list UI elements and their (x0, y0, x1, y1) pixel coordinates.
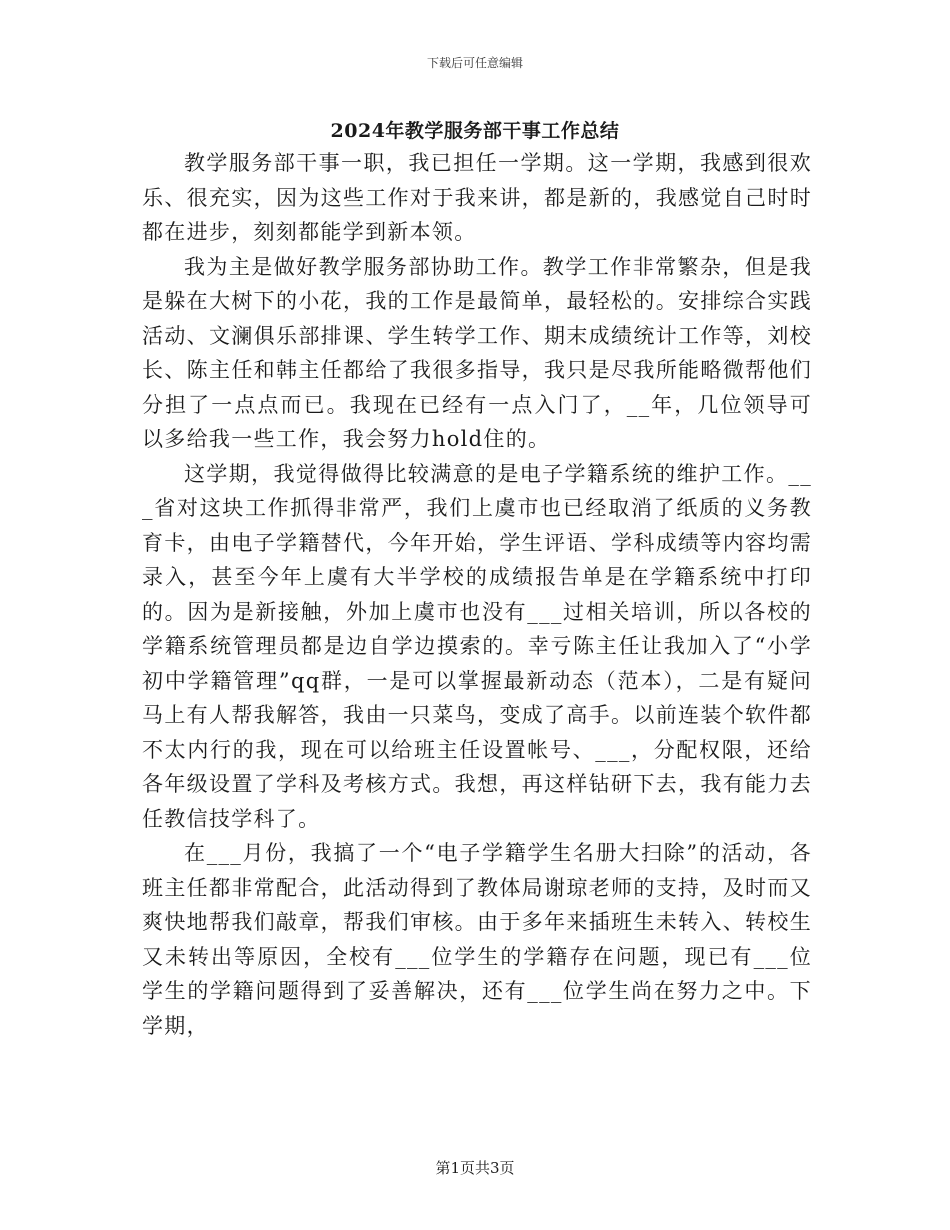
paragraph-3: 这学期，我觉得做得比较满意的是电子学籍系统的维护工作。___省对这块工作抓得非常严，我们上虞市也已经取消了纸质的义务教育卡，由电子学籍替代，今年开始，学生评语、学科成绩等内容均需录入，甚至今年上虞有大半学校的成绩报告单是在学籍系统中打印的。因为是新接触，外加上虞市也没有___过相关培训，所以各校的学籍系统管理员都是边自学边摸索的。幸亏陈主任让我加入了“小学初中学籍管理”qq群，一是可以掌握最新动态（范本），二是有疑问马上有人帮我解答，我由一只菜鸟，变成了高手。以前连装个软件都不太内行的我，现在可以给班主任设置帐号、___，分配权限，还给各年级设置了学科及考核方式。我想，再这样钻研下去，我有能力去任教信技学科了。 (142, 461, 812, 831)
page-number-footer: 第1页共3页 (435, 1159, 515, 1177)
header-note: 下载后可任意编辑 (426, 56, 523, 70)
paragraph-4: 在___月份，我搞了一个“电子学籍学生名册大扫除”的活动，各班主任都非常配合，此活动得到了教体局谢琼老师的支持，及时而又爽快地帮我们敲章，帮我们审核。由于多年来插班生未转入、转校生又未转出等原因，全校有___位学生的学籍存在问题，现已有___位学生的学籍问题得到了妥善解决，还有___位学生尚在努力之中。下学期， (142, 841, 812, 1038)
paragraph-1: 教学服务部干事一职，我已担任一学期。这一学期，我感到很欢乐、很充实，因为这些工作对于我来讲，都是新的，我感觉自己时时都在进步，刻刻都能学到新本领。 (142, 151, 812, 244)
paragraph-2: 我为主是做好教学服务部协助工作。教学工作非常繁杂，但是我是躲在大树下的小花，我的工作是最简单，最轻松的。安排综合实践活动、文澜俱乐部排课、学生转学工作、期末成绩统计工作等，刘校长、陈主任和韩主任都给了我很多指导，我只是尽我所能略微帮他们分担了一点点而已。我现在已经有一点入门了，__年，几位领导可以多给我一些工作，我会努力hold住的。 (142, 254, 812, 451)
document-title: 2024年教学服务部干事工作总结 (330, 120, 620, 142)
document-body (142, 146, 812, 1043)
